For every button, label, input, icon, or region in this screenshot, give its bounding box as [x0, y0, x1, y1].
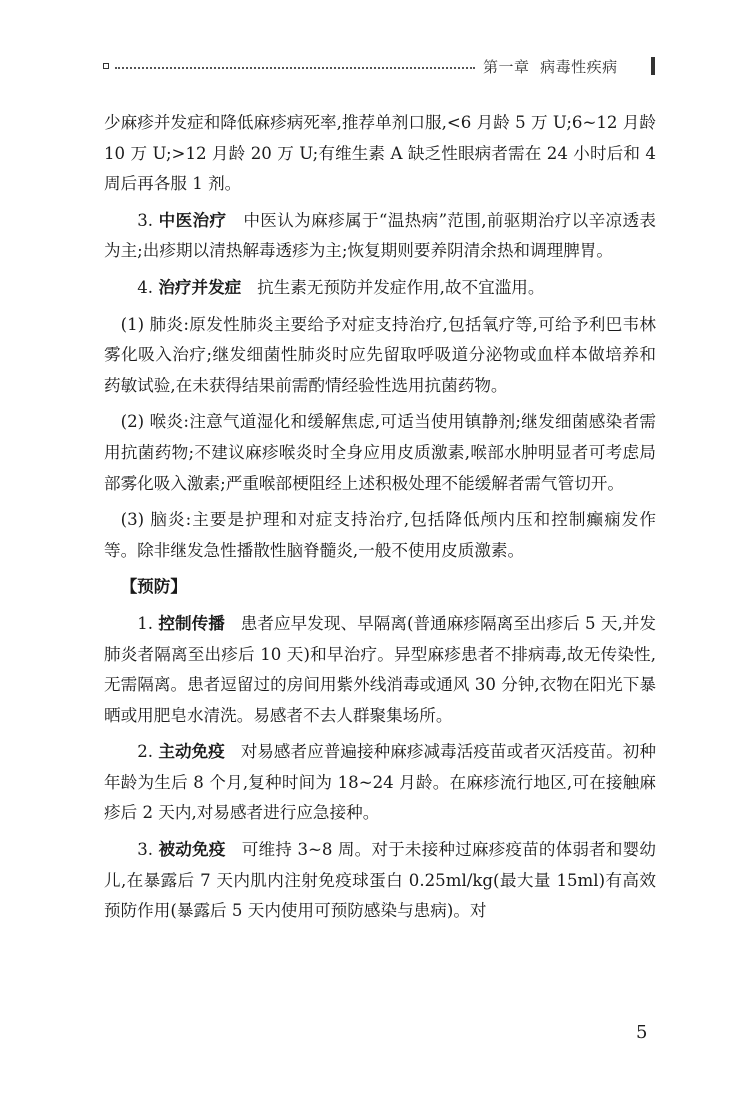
item-text: 中医认为麻疹属于“温热病”范围,前驱期治疗以辛凉透表为主;出疹期以清热解毒透疹为主;恢复期则要养阴清余热和调理脾胃。 — [104, 210, 657, 261]
item-keyword: 治疗并发症 — [158, 277, 242, 297]
paragraph: 少麻疹并发症和降低麻疹病死率,推荐单剂口服,<6 月龄 5 万 U;6~12 月龄 10 万 U;>12 月龄 20 万 U;有维生素 A 缺乏性眼病者需在 24 小时后和 4 周后再各服 1 剂。 — [104, 113, 656, 194]
item-number: 4. — [137, 277, 154, 297]
header-chapter — [483, 56, 618, 77]
item-keyword: 被动免疫 — [158, 840, 226, 860]
item-number: 3. — [137, 840, 154, 860]
paragraph-encephalitis: (3) 脑炎:主要是护理和对症支持治疗,包括降低颅内压和控制癫痫发作等。除非继发急性播散性脑脊髓炎,一般不使用皮质激素。 — [104, 510, 656, 560]
chapter-title: 病毒性疾病 — [540, 58, 618, 76]
running-header — [103, 55, 655, 79]
item-text: 患者应早发现、早隔离(普通麻疹隔离至出疹后 5 天,并发肺炎者隔离至出疹后 10 天)和早治疗。异型麻疹患者不排病毒,故无传染性,无需隔离。患者逗留过的房间用紫外线消毒或通风 30 分钟,衣物在阳光下暴晒或用肥皂水清洗。易感者不去人群聚集场所。 — [104, 613, 657, 725]
page-body — [104, 108, 656, 927]
item-keyword: 主动免疫 — [158, 742, 225, 762]
item-number: 1. — [137, 613, 154, 633]
header-square-icon — [103, 63, 109, 69]
item-number: 2. — [137, 742, 154, 762]
header-bar — [651, 57, 655, 75]
item-keyword: 控制传播 — [158, 613, 225, 633]
paragraph-pneumonia: (1) 肺炎:原发性肺炎主要给予对症支持治疗,包括氧疗等,可给予利巴韦林雾化吸入治疗;继发细菌性肺炎时应先留取呼吸道分泌物或血样本做培养和药敏试验,在未获得结果前需酌情经验性选用抗菌药物。 — [104, 314, 656, 395]
paragraph-control-transmission — [104, 609, 656, 731]
paragraph-laryngitis: (2) 喉炎:注意气道湿化和缓解焦虑,可适当使用镇静剂;继发细菌感染者需用抗菌药物;不建议麻疹喉炎时全身应用皮质激素,喉部水肿明显者可考虑局部雾化吸入激素;严重喉部梗阻经上述积极处理不能缓解者需气管切开。 — [104, 412, 656, 493]
paragraph-passive-immunization — [104, 835, 656, 927]
item-text: 抗生素无预防并发症作用,故不宜滥用。 — [257, 277, 545, 297]
paragraph-complications — [104, 273, 656, 304]
page-number: 5 — [636, 1022, 648, 1043]
item-number: 3. — [137, 210, 154, 230]
section-heading: 【预防】 — [120, 577, 187, 597]
item-text: 可维持 3~8 周。对于未接种过麻疹疫苗的体弱者和婴幼儿,在暴露后 7 天内肌内注射免疫球蛋白 0.25ml/kg(最大量 15ml)有高效预防作用(暴露后 5 天内使用可预防感染与患病)。对 — [104, 840, 656, 921]
chapter-number: 第一章 — [483, 58, 530, 76]
paragraph-active-immunization — [104, 737, 656, 829]
paragraph-tcm-treatment — [104, 206, 656, 267]
header-dotted-rule — [115, 67, 475, 69]
item-keyword: 中医治疗 — [158, 210, 227, 230]
item-text: 对易感者应普遍接种麻疹减毒活疫苗或者灭活疫苗。初种年龄为生后 8 个月,复种时间为 18~24 月龄。在麻疹流行地区,可在接触麻疹后 2 天内,对易感者进行应急接种。 — [104, 742, 657, 823]
